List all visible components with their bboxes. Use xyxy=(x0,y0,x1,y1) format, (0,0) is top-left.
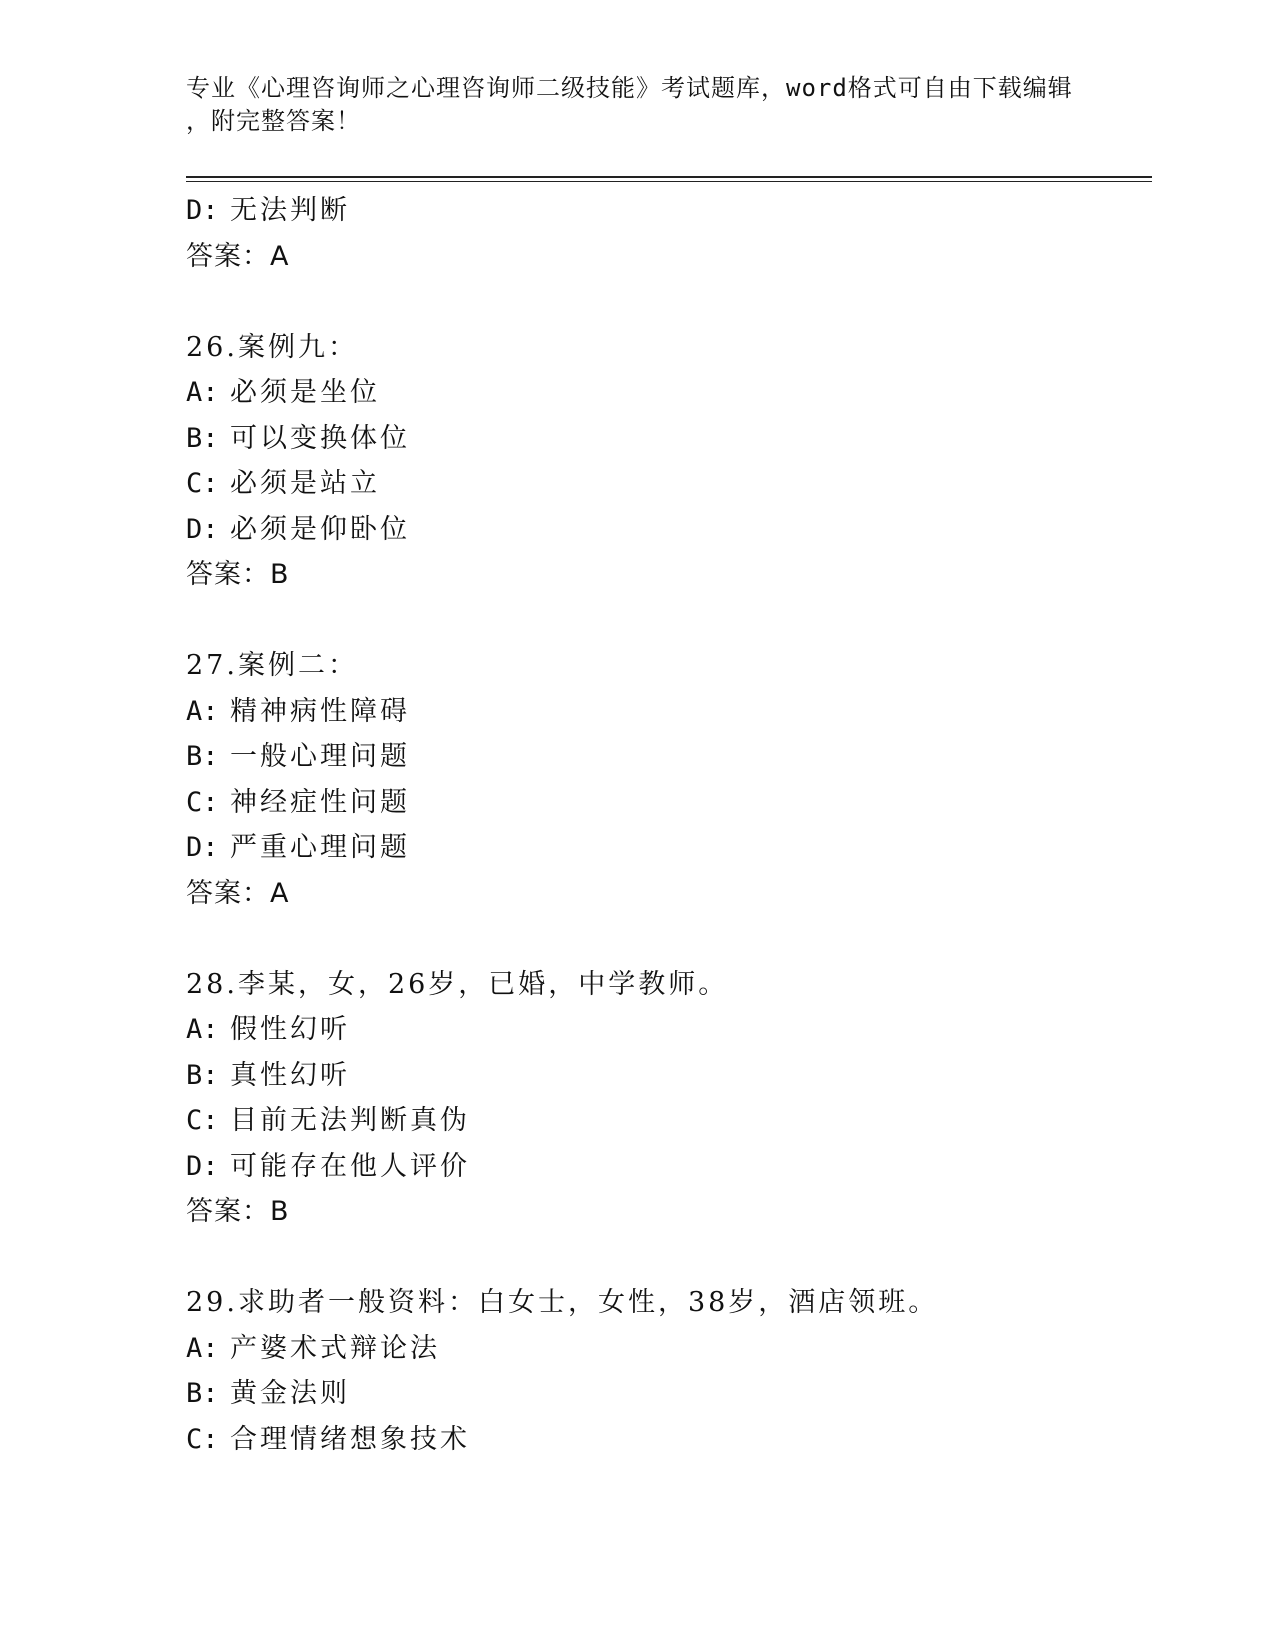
document-header xyxy=(186,72,1073,138)
option-label: B: xyxy=(186,1059,219,1091)
option-label: D: xyxy=(186,1150,219,1182)
option-text: 必须是仰卧位 xyxy=(230,513,410,545)
option-text: 神经症性问题 xyxy=(230,786,410,818)
option-text: 严重心理问题 xyxy=(230,832,410,863)
option-text: 真性幻听 xyxy=(230,1059,350,1091)
option-b xyxy=(186,416,1146,462)
question-stem: 29.求助者一般资料：白女士，女性，38岁，酒店领班。 xyxy=(186,1287,939,1318)
answer-line: 答案：A xyxy=(186,240,290,272)
option-label: B: xyxy=(186,1378,219,1409)
spacer xyxy=(186,279,1146,325)
option-a xyxy=(186,689,1146,735)
option-b xyxy=(186,1053,1146,1099)
option-a xyxy=(186,1326,1146,1372)
option-text: 假性幻听 xyxy=(230,1014,350,1045)
option-text: 一般心理问题 xyxy=(230,741,410,772)
option-label: C: xyxy=(186,1423,219,1455)
option-c xyxy=(186,1417,1146,1463)
option-label: D: xyxy=(186,832,219,863)
spacer xyxy=(186,1235,1146,1281)
header-line-1: 专业《心理咨询师之心理咨询师二级技能》考试题库，word格式可自由下载编辑 xyxy=(186,74,1073,102)
option-text: 必须是坐位 xyxy=(230,377,380,408)
option-label: C: xyxy=(186,468,219,499)
option-text: 黄金法则 xyxy=(230,1378,350,1409)
option-label: D: xyxy=(186,513,219,545)
option-c xyxy=(186,1098,1146,1144)
answer-line: 答案：B xyxy=(186,559,290,590)
option-label: B: xyxy=(186,741,219,772)
option-a xyxy=(186,370,1146,416)
option-text: 无法判断 xyxy=(230,195,350,226)
option-label: A: xyxy=(186,1014,219,1045)
option-text: 可以变换体位 xyxy=(230,422,410,454)
option-label: C: xyxy=(186,786,219,818)
question-stem: 26.案例九： xyxy=(186,331,358,363)
option-label: C: xyxy=(186,1105,219,1136)
option-text: 合理情绪想象技术 xyxy=(230,1423,470,1455)
option-label: B: xyxy=(186,422,219,454)
option-d xyxy=(186,825,1146,871)
question-list xyxy=(186,188,1146,1462)
option-d xyxy=(186,1144,1146,1190)
option-text: 精神病性障碍 xyxy=(230,695,410,727)
option-c xyxy=(186,780,1146,826)
option-label: A: xyxy=(186,377,219,408)
option-d xyxy=(186,507,1146,553)
header-divider-thin xyxy=(186,181,1152,182)
option-d xyxy=(186,188,1146,234)
question-stem: 27.案例二： xyxy=(186,650,358,681)
option-label: A: xyxy=(186,695,219,727)
option-c xyxy=(186,461,1146,507)
option-text: 产婆术式辩论法 xyxy=(230,1332,440,1364)
option-text: 必须是站立 xyxy=(230,468,380,499)
spacer xyxy=(186,916,1146,962)
option-b xyxy=(186,734,1146,780)
option-text: 可能存在他人评价 xyxy=(230,1150,470,1182)
header-line-2: ，附完整答案！ xyxy=(186,107,361,135)
option-label: D: xyxy=(186,195,219,226)
answer-line: 答案：A xyxy=(186,877,290,909)
answer-line: 答案：B xyxy=(186,1196,290,1227)
option-label: A: xyxy=(186,1332,219,1364)
option-text: 目前无法判断真伪 xyxy=(230,1105,470,1136)
option-b xyxy=(186,1371,1146,1417)
spacer xyxy=(186,598,1146,644)
header-divider xyxy=(186,176,1152,178)
question-stem: 28.李某，女，26岁，已婚，中学教师。 xyxy=(186,968,729,1000)
option-a xyxy=(186,1007,1146,1053)
